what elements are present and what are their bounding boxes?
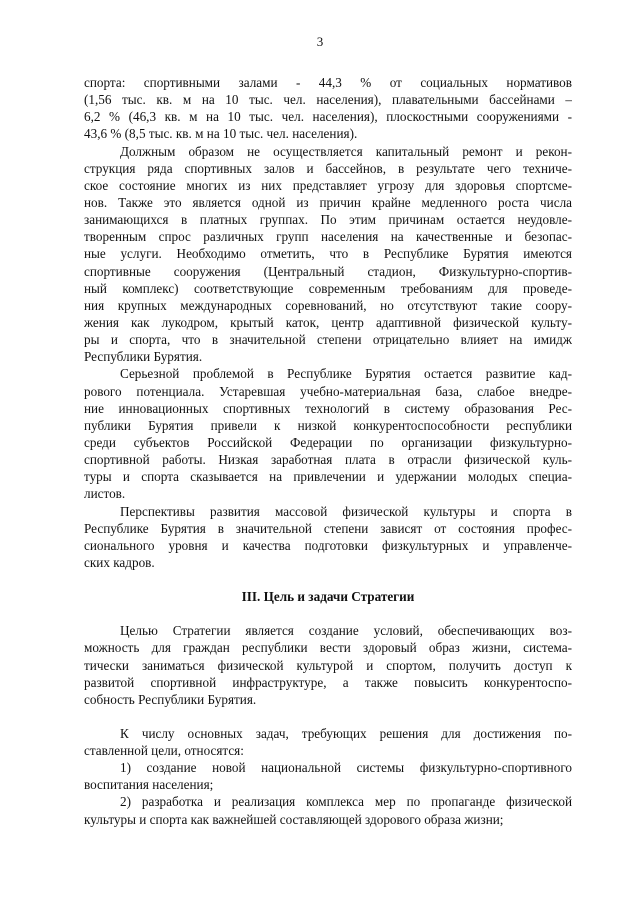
text-line: ское состояние многих из них представляет угрозу для здоровья спортсме- [84, 177, 572, 193]
text-line: Перспективы развития массовой физической культуры и спорта в [120, 503, 572, 519]
text-line: сионального уровня и качества подготовки физкультурных и управленче- [84, 537, 572, 553]
text-line: спортивной работы. Низкая заработная плата в отрасли физической куль- [84, 452, 572, 468]
text-line: занимающихся в платных группах. По этим причинам остается неудовле- [84, 212, 572, 228]
paragraph-goal [84, 622, 572, 708]
text-line: жения как лукодром, крытый каток, центр адаптивной физической культу- [84, 314, 572, 330]
text-line: собность Республики Бурятия. [84, 691, 257, 707]
paragraph-prospects [84, 503, 572, 572]
text-line: ния крупных международных соревнований, но отсутствуют такие соору- [84, 297, 572, 313]
text-line: творенным спрос различных групп населения на качественные и безопас- [84, 229, 572, 245]
text-line: туры и спорта сказывается на привлечении и удержании молодых специа- [84, 469, 572, 485]
text-line: Республики Бурятия. [84, 349, 203, 365]
text-line: рового потенциала. Устаревшая учебно-материальная база, слабое внедре- [84, 383, 572, 399]
text-line: спорта: спортивными залами - 44,3 % от социальных нормативов [84, 75, 572, 90]
text-line: культуры и спорта как важнейшей составляющей здорового образа жизни; [84, 811, 504, 827]
text-line: 1) создание новой национальной системы физкультурно-спортивного [120, 760, 572, 776]
text-line: спортивные сооружения (Центральный стадион, Физкультурно-спортив- [84, 263, 572, 279]
text-line: ских кадров. [84, 554, 155, 570]
text-line: ние инновационных спортивных технологий в систему образования Рес- [84, 400, 572, 416]
text-line: 43,6 % (8,5 тыс. кв. м на 10 тыс. чел. населения). [84, 126, 358, 142]
text-line: публики Бурятия привели к низкой конкурентоспособности республики [84, 417, 572, 433]
text-line: нов. Также это является одной из причин крайне медленного роста числа [84, 194, 572, 210]
list-item-task-1 [84, 759, 572, 793]
text-line: тически заниматься физической культурой и спортом, получить доступ к [84, 657, 572, 673]
text-line: 2) разработка и реализация комплекса мер по пропаганде физической [120, 794, 572, 810]
text-line: развитой спортивной инфраструктуре, а также повысить конкурентоспо- [84, 674, 572, 690]
paragraph-sports-facilities [84, 74, 572, 143]
page-number: 3 [316, 34, 324, 49]
text-line: Должным образом не осуществляется капитальный ремонт и рекон- [120, 143, 572, 159]
text-line: воспитания населения; [84, 777, 214, 793]
paragraph-tasks-intro [84, 725, 572, 759]
text-line: ры и спорта, что в значительной степени отрицательно влияет на имидж [84, 332, 572, 348]
list-item-task-2 [84, 793, 572, 827]
text-line: ставленной цели, относятся: [84, 743, 244, 759]
text-line: (1,56 тыс. кв. м на 10 тыс. чел. населения), плавательными бассейнами – [84, 92, 572, 108]
document-body [84, 74, 572, 828]
text-line: листов. [84, 486, 126, 502]
text-line: К числу основных задач, требующих решения для достижения по- [120, 725, 572, 741]
text-line: струкция ряда спортивных залов и бассейнов, в результате чего техниче- [84, 160, 572, 176]
paragraph-personnel [84, 365, 572, 502]
paragraph-repair [84, 143, 572, 366]
text-line: ный комплекс) соответствующие современным требованиям для проведе- [84, 280, 572, 296]
text-line: 6,2 % (46,3 кв. м на 10 тыс. чел. населения), плоскостными сооружениями - [84, 109, 572, 125]
text-line: среди субъектов Российской Федерации по организации физкультурно- [84, 434, 572, 450]
text-line: можность для граждан республики вести здоровый образ жизни, система- [84, 640, 572, 656]
text-line: Целью Стратегии является создание условий, обеспечивающих воз- [120, 623, 572, 639]
section-heading: III. Цель и задачи Стратегии [241, 589, 415, 605]
text-line: Республике Бурятия в значительной степени зависят от состояния профес- [84, 520, 572, 536]
text-line: Серьезной проблемой в Республике Бурятия остается развитие кад- [120, 366, 572, 382]
text-line: ные услуги. Необходимо отметить, что в Республике Бурятия имеются [84, 246, 572, 262]
